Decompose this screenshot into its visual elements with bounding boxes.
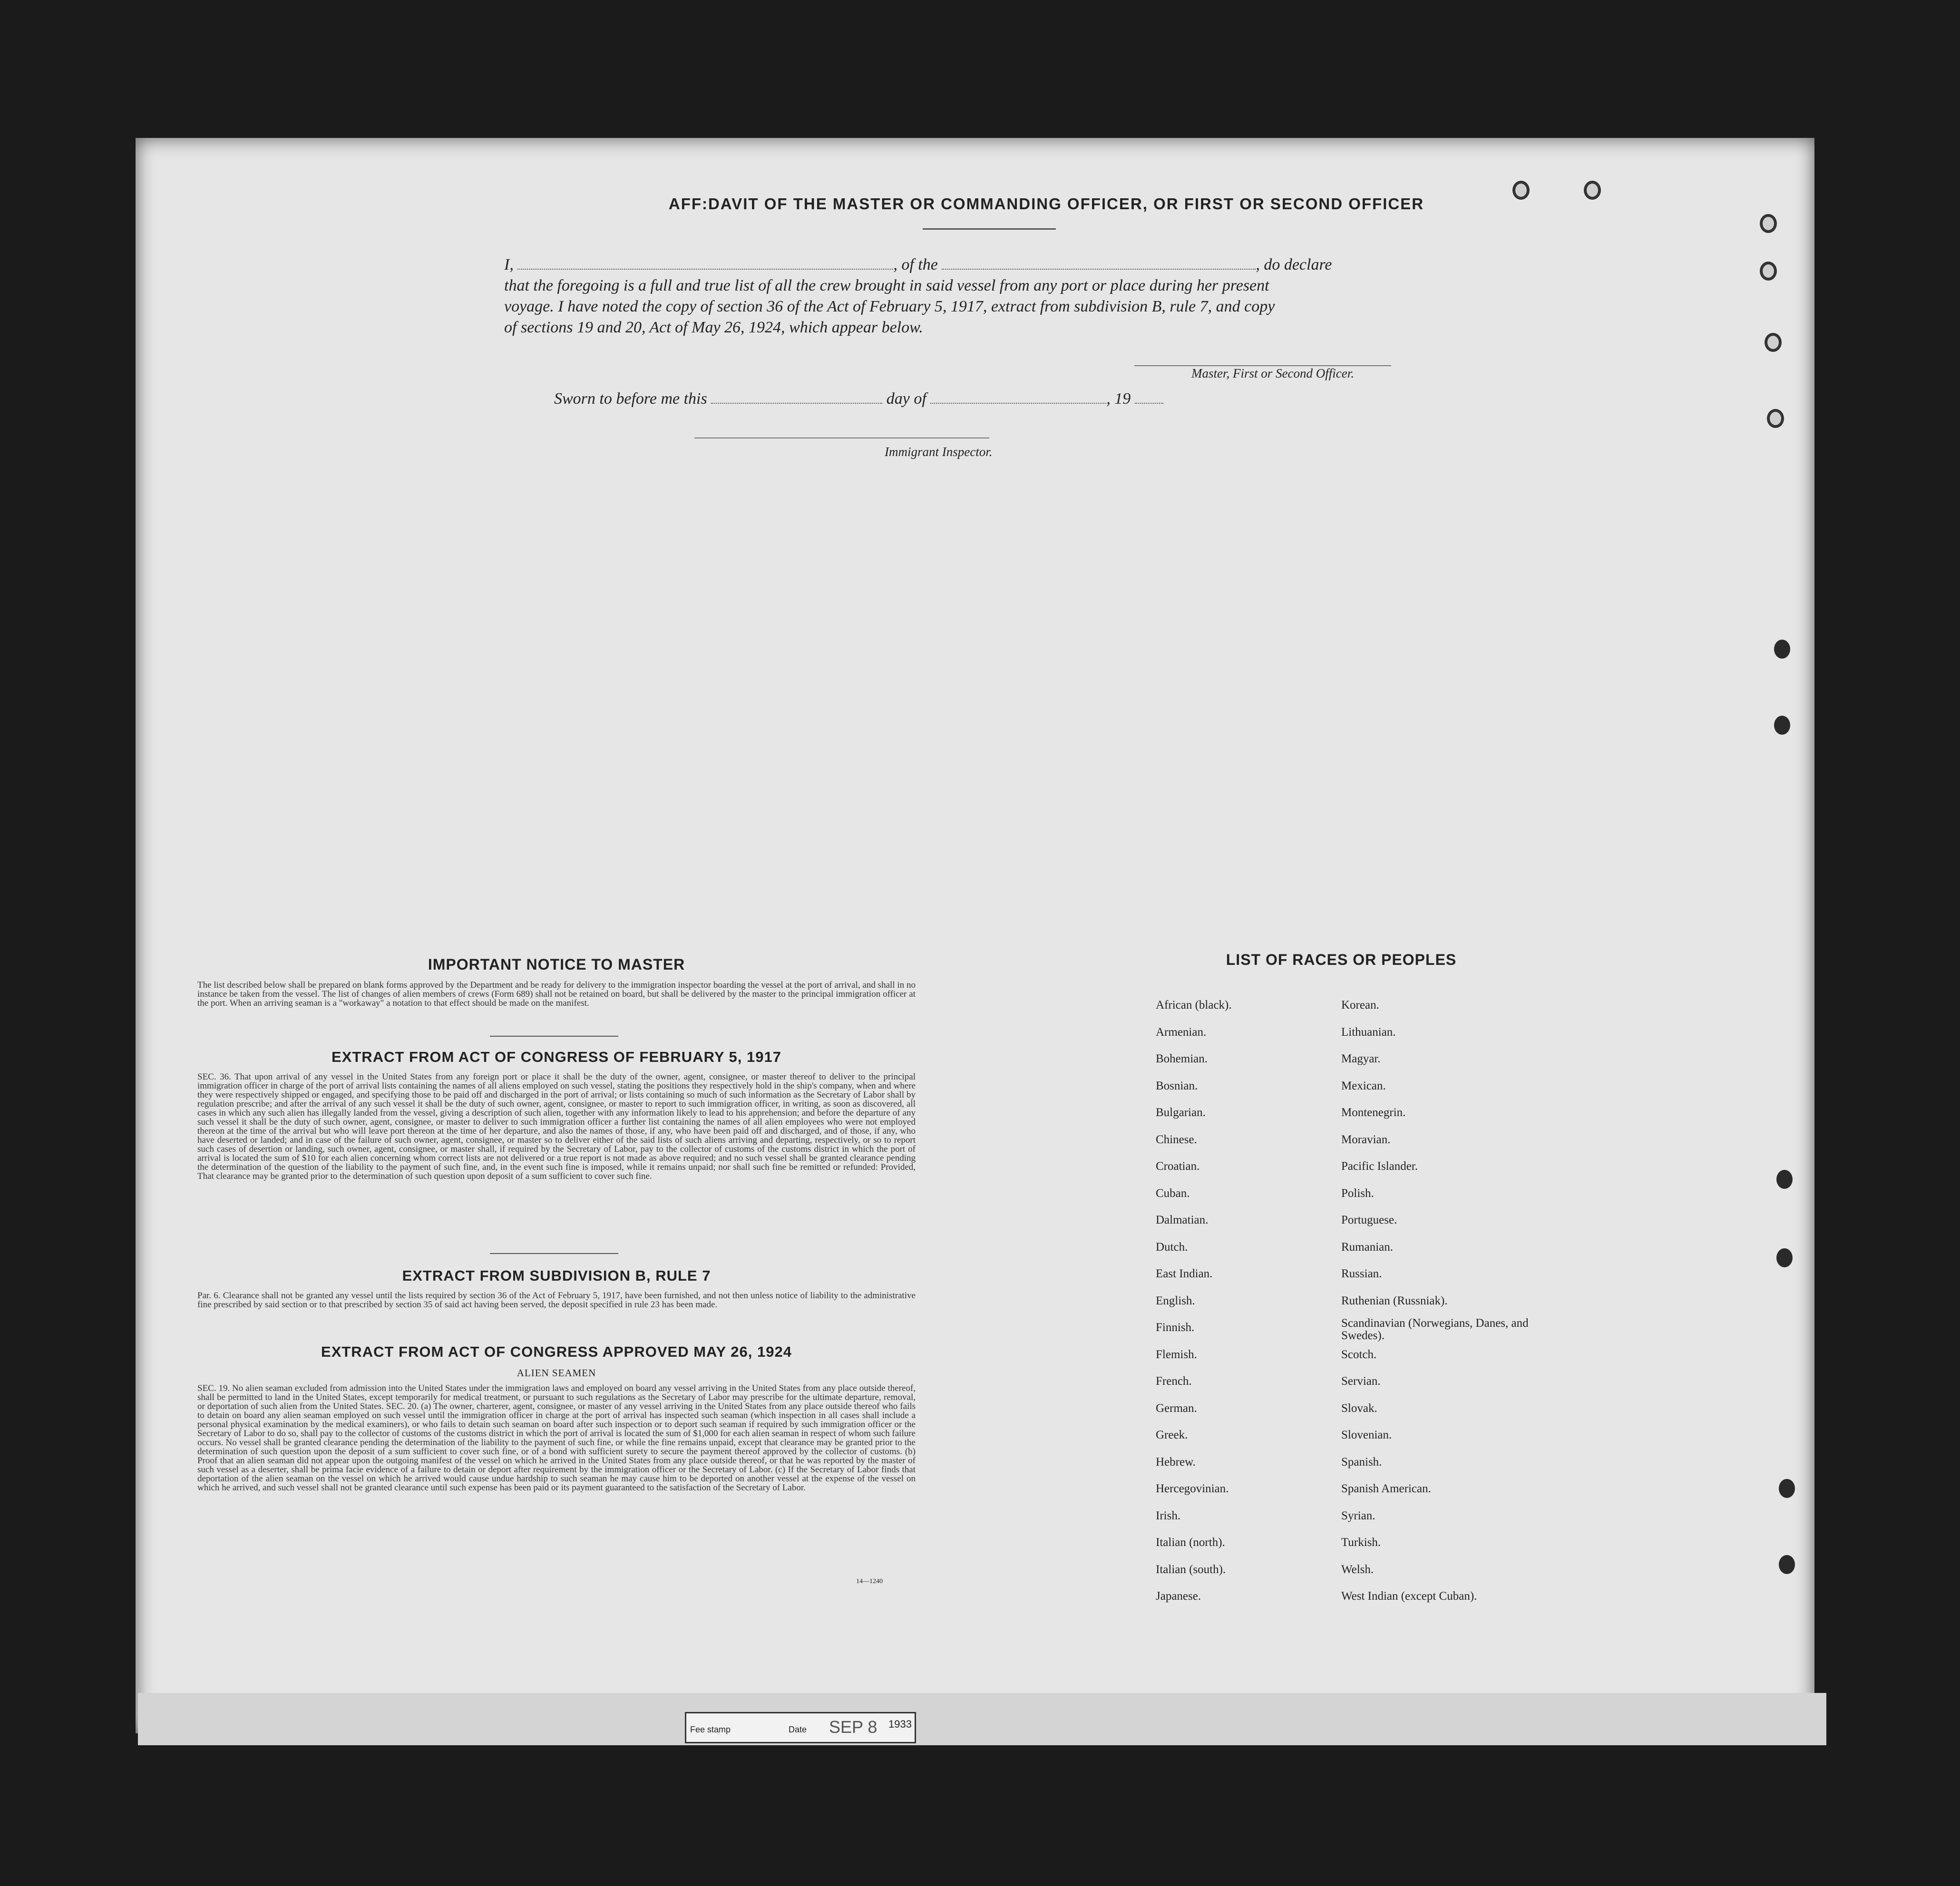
race-item: Scotch. [1341, 1348, 1377, 1361]
underlying-page-edge [138, 1693, 1826, 1745]
race-item: Welsh. [1341, 1563, 1374, 1576]
race-item: Korean. [1341, 999, 1379, 1011]
race-item: Bulgarian. [1156, 1106, 1206, 1119]
master-signature-label: Master, First or Second Officer. [1191, 366, 1354, 380]
race-item: Turkish. [1341, 1536, 1381, 1549]
document-page [136, 138, 1814, 1733]
sworn-text: Sworn to before me this [554, 390, 707, 408]
race-item: Portuguese. [1341, 1214, 1397, 1226]
inspector-signature-label: Immigrant Inspector. [885, 445, 993, 459]
affidavit-declare: , do declare [1256, 256, 1332, 273]
race-item: Irish. [1156, 1509, 1181, 1522]
race-item: Polish. [1341, 1187, 1374, 1200]
race-item: Russian. [1341, 1267, 1382, 1280]
vessel-name-field[interactable] [942, 256, 1256, 270]
race-item: Hebrew. [1156, 1456, 1196, 1468]
race-item: Dutch. [1156, 1241, 1188, 1254]
race-item: Ruthenian (Russniak). [1341, 1294, 1448, 1307]
sworn-line [554, 390, 1163, 408]
binder-hole [1760, 214, 1777, 233]
fee-stamp-label: Fee stamp [690, 1725, 731, 1734]
race-item: Lithuanian. [1341, 1026, 1396, 1039]
race-item: Syrian. [1341, 1509, 1375, 1522]
race-item: French. [1156, 1375, 1192, 1388]
day-of-text: day of [886, 390, 926, 408]
sworn-month-field[interactable] [930, 390, 1106, 404]
title-rule [923, 228, 1056, 230]
race-item: Greek. [1156, 1429, 1188, 1441]
affidavit-text [504, 254, 1436, 338]
section-rule [490, 1036, 618, 1037]
extract-1917-heading: EXTRACT FROM ACT OF CONGRESS OF FEBRUARY 5, 1917 [332, 1049, 781, 1065]
stamp-year: 1933 [888, 1718, 912, 1730]
master-name-field[interactable] [517, 256, 893, 270]
affidavit-i: I, [504, 256, 514, 273]
race-item: Spanish American. [1341, 1482, 1431, 1495]
race-item: Finnish. [1156, 1321, 1195, 1334]
race-item: Bohemian. [1156, 1052, 1208, 1065]
race-item: East Indian. [1156, 1267, 1213, 1280]
race-item: Italian (north). [1156, 1536, 1225, 1549]
binder-hole [1765, 333, 1782, 352]
race-item: Armenian. [1156, 1026, 1207, 1039]
race-item: Magyar. [1341, 1052, 1381, 1065]
race-item: Italian (south). [1156, 1563, 1226, 1576]
race-item: West Indian (except Cuban). [1341, 1590, 1477, 1603]
affidavit-line-4: of sections 19 and 20, Act of May 26, 1924, which appear below. [504, 319, 923, 336]
binder-hole [1779, 1479, 1795, 1498]
extract-1924-heading: EXTRACT FROM ACT OF CONGRESS APPROVED MAY 26, 1924 [321, 1343, 792, 1360]
race-item: Mexican. [1341, 1079, 1386, 1092]
race-item: Japanese. [1156, 1590, 1201, 1603]
race-item: Pacific Islander. [1341, 1160, 1418, 1173]
race-item: Chinese. [1156, 1133, 1197, 1146]
affidavit-of-the: , of the [893, 256, 938, 273]
binder-hole [1774, 716, 1790, 735]
race-item: Bosnian. [1156, 1079, 1198, 1092]
extract-1917-body: SEC. 36. That upon arrival of any vessel in the United States from any foreign port or place it shall be the duty of the owner, agent, consignee, or master thereof to deliver to the principal immigration officer in charge of the port of arrival lists containing the names of all aliens employed on such vessel, stating the positions they respectively hold in the ship's company, when and where they were respectively shipped or engaged, and specifying those to be paid off and discharged in the port of arrival; or lists containing so much of such information as the Secretary of Labor shall by regulation prescribe; and after the arrival of any such vessel it shall be the duty of such owner, agent, consignee, or master to report to such immigration officer, in writing, as soon as discovered, all cases in which any such alien has illegally landed from the vessel, giving a description of such alien, together with any information likely to lead to his apprehension; and before the departure of any such vessel it shall be the duty of such owner, agent, consignee, or master to deliver to such immigration officer a further list containing the names of all alien employees who were not employed thereon at the time of the arrival but who will leave port thereon at the time of her departure, and also the names of those, if any, who have been paid off and discharged, and of those, if any, who have deserted or landed; and in case of the failure of such owner, agent, consignee, or master so to deliver either of the said lists of such aliens arriving and departing, respectively, or so to report such cases of desertion or landing, such owner, agent, consignee, or master shall, if required by the Secretary of Labor, pay to the collector of customs of the customs district in which the port of arrival is located the sum of $10 for each alien concerning whom correct lists are not delivered or a true report is not made as above required; and no such vessel shall be granted clearance pending the determination of the question of the liability to the payment of such fine, and, in the event such fine is imposed, while it remains unpaid; nor shall such fine be remitted or refunded: Provided, That clearance may be granted prior to the determination of such question upon deposit of a sum sufficient to cover such fine. [197, 1072, 916, 1181]
sworn-year-field[interactable] [1135, 390, 1163, 404]
binder-hole [1779, 1555, 1795, 1574]
notice-heading: IMPORTANT NOTICE TO MASTER [428, 956, 685, 973]
binder-hole [1776, 1170, 1793, 1189]
stamp-date-label: Date [789, 1725, 807, 1734]
stamp-date-value: SEP 8 [829, 1717, 878, 1737]
alien-seamen-subheading: ALIEN SEAMEN [517, 1367, 596, 1379]
race-item: Montenegrin. [1341, 1106, 1406, 1119]
rule7-heading: EXTRACT FROM SUBDIVISION B, RULE 7 [402, 1267, 711, 1284]
sworn-day-field[interactable] [711, 390, 882, 404]
race-item: Slovenian. [1341, 1429, 1392, 1441]
fee-stamp-box [685, 1712, 916, 1743]
notice-body: The list described below shall be prepared on blank forms approved by the Department and be ready for delivery to the immigration inspector boarding the vessel at the port of arrival, and shall in no instance be taken from the vessel. The list of changes of alien members of crews (Form 689) shall not be retained on board, but shall be delivered by the master to the principal immigration officer at the port. When an arriving seaman is a "workaway" a notation to that effect should be made on the manifest. [197, 980, 916, 1008]
race-item: Rumanian. [1341, 1241, 1394, 1254]
race-item: Scandinavian (Norwegians, Danes, and Swedes). [1341, 1317, 1529, 1342]
races-heading: LIST OF RACES OR PEOPLES [1226, 951, 1457, 968]
race-item: Slovak. [1341, 1402, 1377, 1415]
form-number: 14—1240 [856, 1578, 883, 1585]
race-item: Servian. [1341, 1375, 1381, 1388]
rule7-body: Par. 6. Clearance shall not be granted any vessel until the lists required by section 36 of the Act of February 5, 1917, have been furnished, and not then unless notice of liability to the administrative fine prescribed by said section or to that prescribed by section 35 of said act having been served, the deposit specified in rule 23 has been made. [197, 1291, 916, 1310]
affidavit-title: AFF:DAVIT OF THE MASTER OR COMMANDING OFFICER, OR FIRST OR SECOND OFFICER [668, 195, 1424, 213]
race-item: Croatian. [1156, 1160, 1200, 1173]
affidavit-line-3: voyage. I have noted the copy of section 36 of the Act of February 5, 1917, extract from subdivision B, rule 7, and copy [504, 298, 1275, 315]
race-item: Spanish. [1341, 1456, 1382, 1468]
binder-hole [1776, 1248, 1793, 1267]
race-item: Cuban. [1156, 1187, 1190, 1200]
race-item: Hercegovinian. [1156, 1482, 1229, 1495]
race-item: German. [1156, 1402, 1197, 1415]
race-item: English. [1156, 1294, 1195, 1307]
race-item: Flemish. [1156, 1348, 1197, 1361]
race-item: African (black). [1156, 999, 1232, 1011]
inspector-signature-line[interactable] [694, 437, 989, 438]
race-item: Moravian. [1341, 1133, 1391, 1146]
binder-hole [1760, 262, 1777, 281]
section-rule [490, 1253, 618, 1254]
binder-hole [1774, 640, 1790, 659]
extract-1924-body: SEC. 19. No alien seaman excluded from admission into the United States under the immigration laws and employed on board any vessel arriving in the United States from any place outside thereof, shall be permitted to land in the United States, except temporarily for medical treatment, or pursuant to such regulations as the Secretary of Labor may prescribe for the ultimate departure, removal, or deportation of such alien from the United States. SEC. 20. (a) The owner, charterer, agent, consignee, or master of any vessel arriving in the United States from any place outside thereof who fails to detain on board any alien seaman employed on such vessel until the immigration officer in charge at the port of arrival has inspected such seaman (which inspection in all cases shall include a personal physical examination by the medical examiners), or who fails to detain such seaman on board after such inspection or to deport such seaman if required by such immigration officer or the Secretary of Labor to do so, shall pay to the collector of customs of the customs district in which the port of arrival is located the sum of $1,000 for each alien seaman in respect of whom such failure occurs. No vessel shall be granted clearance pending the determination of the liability to the payment of such fine, or while the fine remains unpaid, except that clearance may be granted prior to the determination of such question upon the deposit of a sum sufficient to cover such fine, or of a bond with sufficient surety to secure the payment thereof approved by the collector of customs. (b) Proof that an alien seaman did not appear upon the outgoing manifest of the vessel on which he arrived in the United States from any place outside thereof, or that he was reported by the master of such vessel as a deserter, shall be prima facie evidence of a failure to detain or deport after requirement by the immigration officer or the Secretary of Labor. (c) If the Secretary of Labor finds that deportation of the alien seaman on the vessel on which he arrived would cause undue hardship to such seaman he may cause him to be deported on another vessel at the expense of the vessel on which he arrived, and such vessel shall not be granted clearance until such expense has been paid or its payment guaranteed to the satisfaction of the Secretary of Labor. [197, 1383, 916, 1493]
year-prefix: , 19 [1106, 390, 1131, 408]
affidavit-line-2: that the foregoing is a full and true list of all the crew brought in said vessel from any port or place during her present [504, 277, 1269, 294]
race-item: Dalmatian. [1156, 1214, 1209, 1226]
binder-hole [1767, 409, 1784, 428]
